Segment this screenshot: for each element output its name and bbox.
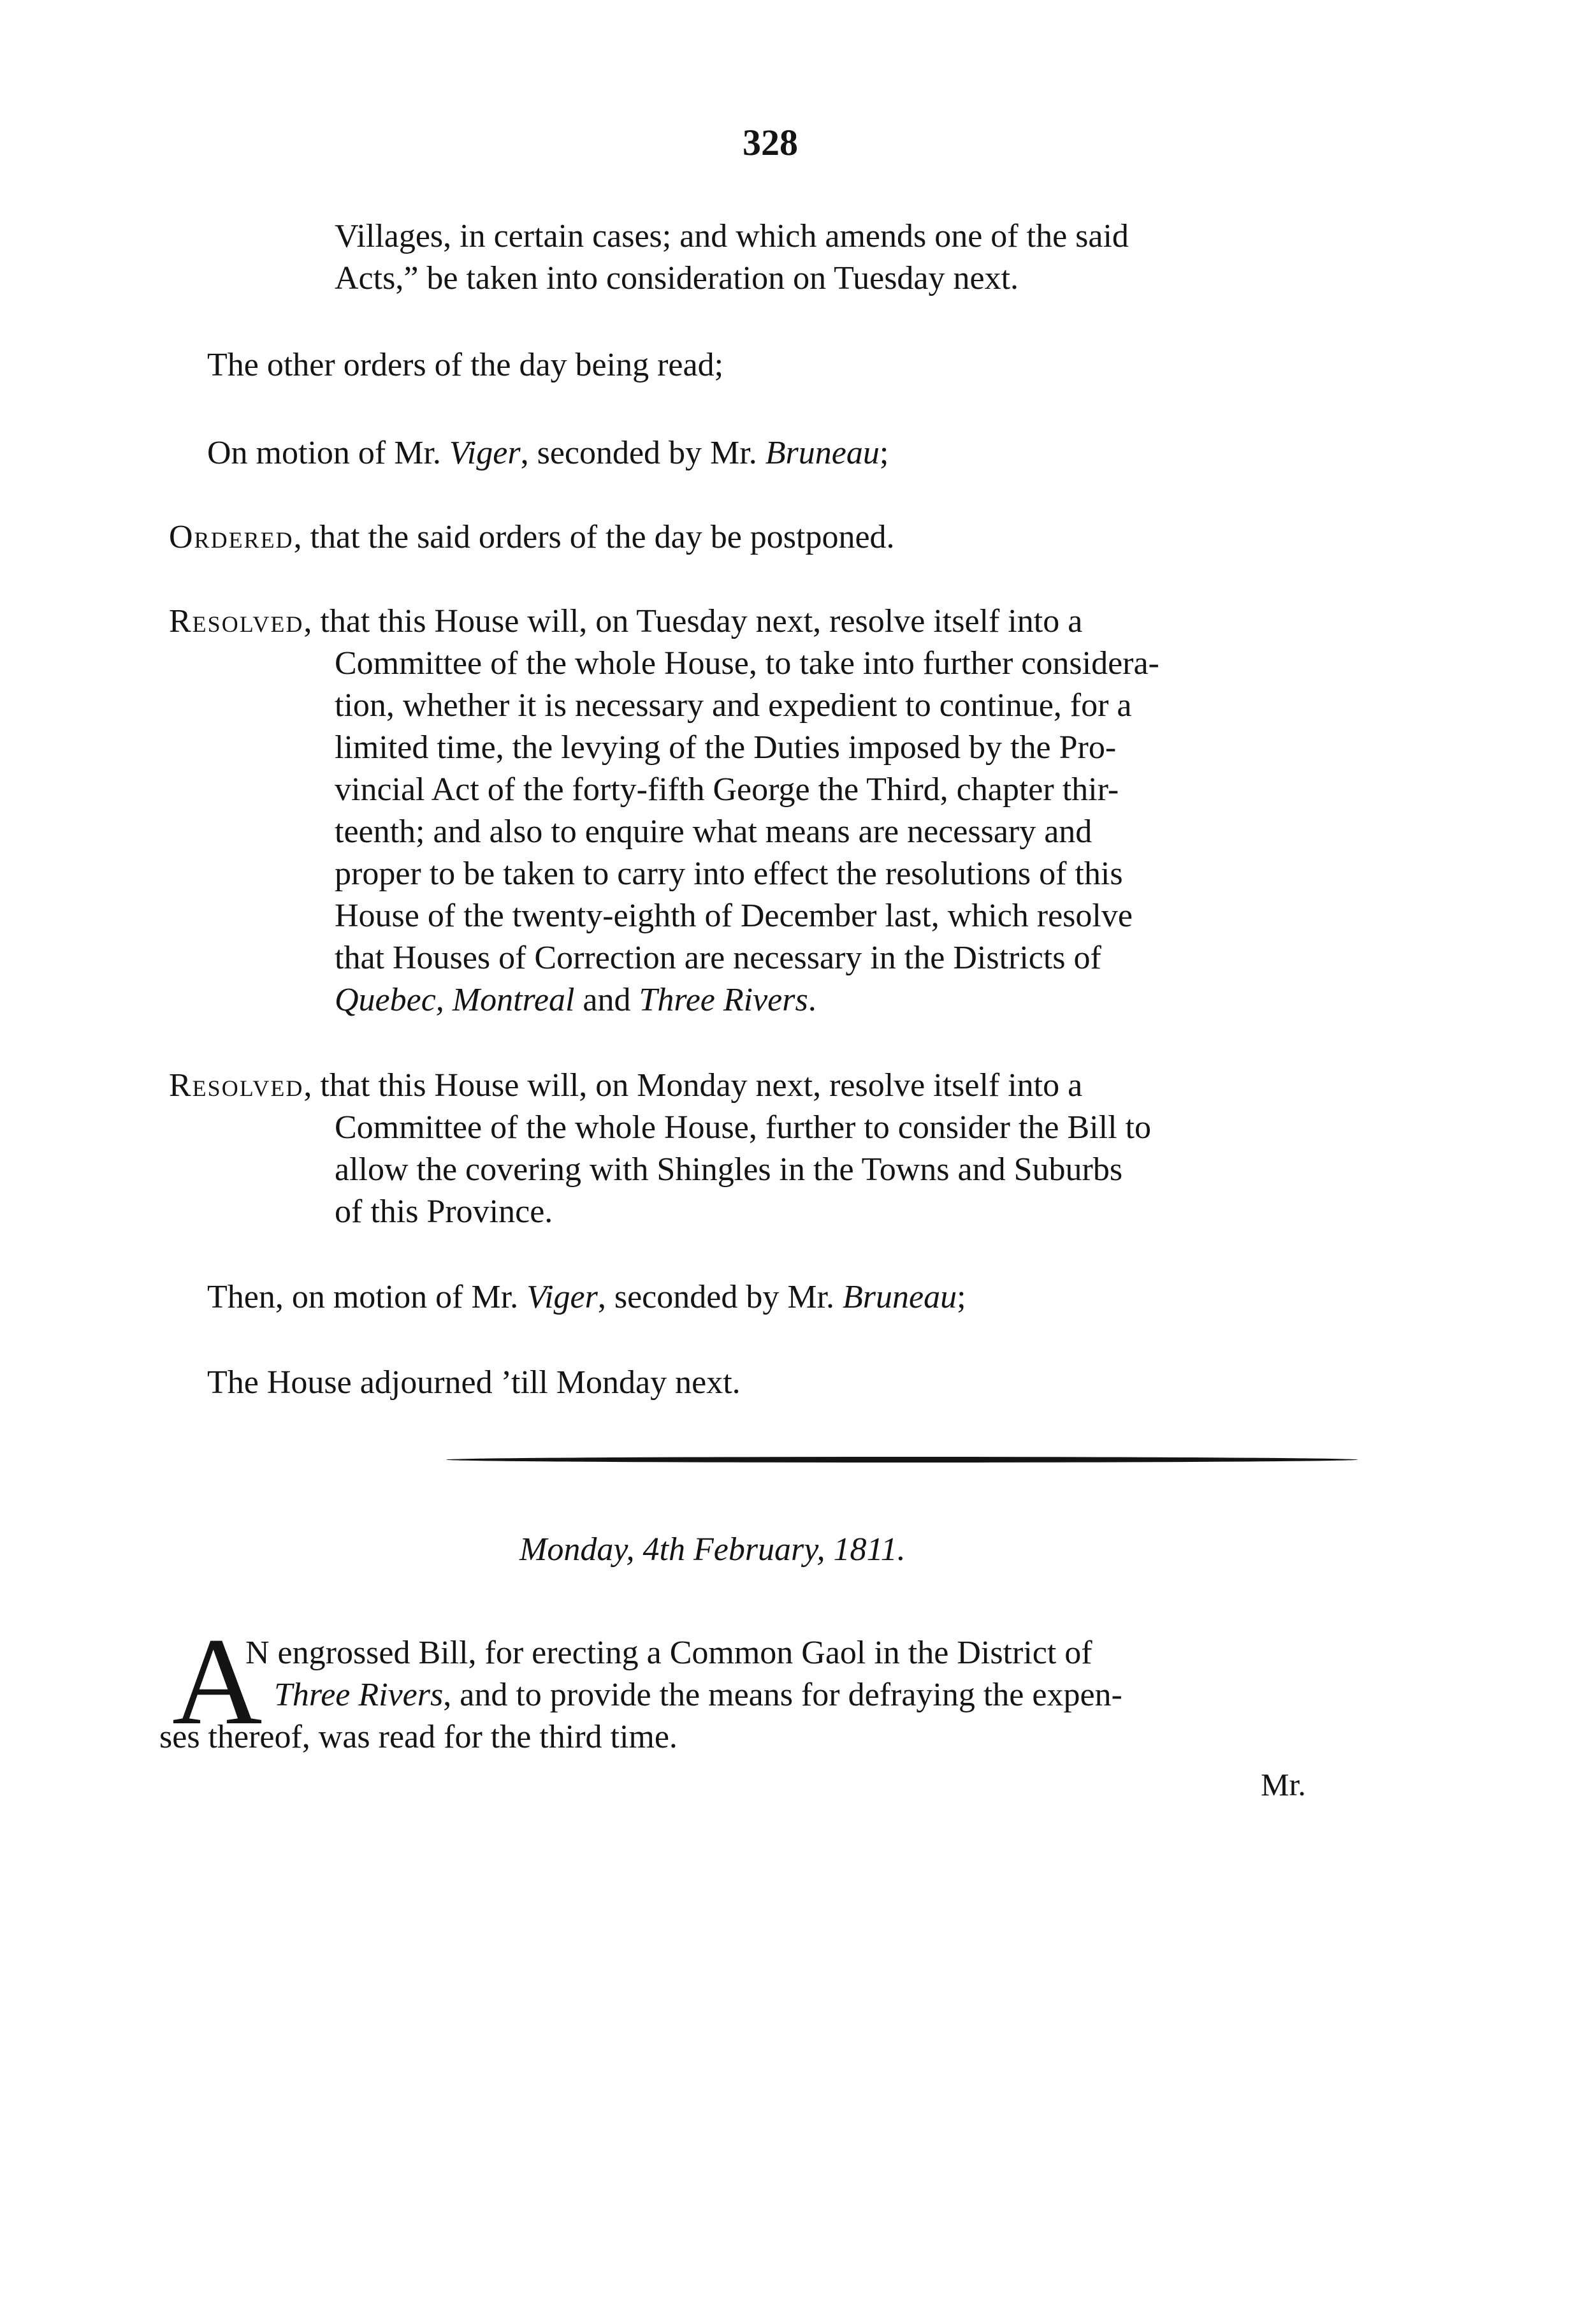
text-line [169,602,1082,641]
smallcaps-text: Resolved [169,1067,304,1104]
text-segment: , seconded by Mr. [597,1279,843,1315]
text-line [245,1633,1092,1673]
text-line [335,854,1123,894]
text-line [335,1150,1122,1190]
text-segment: teenth; and also to enquire what means are necessary and [335,814,1092,850]
text-line [335,938,1101,978]
text-line [207,346,723,385]
section-rule [446,1457,1358,1463]
text-segment: House of the twenty-eighth of December last, which resolve [335,898,1133,934]
text-segment: ses thereof, was read for the third time. [159,1719,678,1755]
text-segment: Villages, in certain cases; and which amends one of the said [335,218,1129,254]
italic-text: Three Rivers [274,1677,444,1713]
text-line [335,1108,1151,1148]
italic-text: Viger [526,1279,598,1315]
text-segment: Committee of the whole House, to take into further considera- [335,645,1159,682]
text-line [335,1192,553,1232]
text-line [335,217,1129,256]
text-segment: , and to provide the means for defraying the expen- [443,1677,1122,1713]
drop-cap: A [172,1612,263,1751]
text-line [335,259,1019,298]
text-line [169,1066,1082,1106]
italic-text: Bruneau [765,435,880,471]
text-segment: allow the covering with Shingles in the Towns and Suburbs [335,1151,1123,1188]
text-line [335,896,1133,936]
text-line [207,434,889,473]
text-segment: . [808,982,816,1018]
text-segment: Acts,” be taken into consideration on Tuesday next. [335,260,1019,296]
text-line [335,812,1092,852]
page-number: 328 [743,122,798,163]
text-segment: proper to be taken to carry into effect the resolutions of this [335,856,1123,892]
italic-text: Quebec, Montreal [335,982,575,1018]
italic-text: Viger [449,435,521,471]
text-segment: limited time, the levying of the Duties imposed by the Pro- [335,729,1117,766]
catchword: Mr. [1261,1767,1306,1802]
text-segment: , seconded by Mr. [520,435,765,471]
text-line [169,518,895,557]
italic-text: Bruneau [843,1279,957,1315]
smallcaps-text: Resolved [169,603,304,639]
text-segment: , that this House will, on Monday next, resolve itself into a [303,1067,1083,1104]
text-line [335,728,1116,768]
text-segment: and [574,982,639,1018]
text-segment: vincial Act of the forty-fifth George the Third, chapter thir- [335,771,1119,808]
text-segment: Committee of the whole House, further to consider the Bill to [335,1109,1151,1146]
text-line [335,644,1159,683]
text-segment: , that the said orders of the day be postponed. [293,519,895,555]
text-segment: that Houses of Correction are necessary in the Districts of [335,940,1101,976]
text-segment: The other orders of the day being read; [207,347,724,383]
text-line [335,686,1132,726]
text-segment: N engrossed Bill, for erecting a Common Gaol in the District of [245,1635,1092,1671]
text-segment: , that this House will, on Tuesday next, resolve itself into a [303,603,1083,639]
text-line [207,1278,966,1317]
date-heading [519,1530,906,1570]
text-line [207,1363,741,1403]
text-segment: ; [879,435,889,471]
text-segment: ; [957,1279,966,1315]
italic-text: Three Rivers [639,982,808,1018]
text-segment: The House adjourned ’till Monday next. [207,1364,741,1401]
text-line [335,981,816,1020]
text-line [159,1718,678,1757]
text-segment: On motion of Mr. [207,435,449,471]
text-line [274,1675,1122,1715]
smallcaps-text: Ordered [169,519,294,555]
text-segment: of this Province. [335,1193,553,1230]
text-segment: Then, on motion of Mr. [207,1279,527,1315]
italic-text: Monday, 4th February, 1811. [519,1531,906,1568]
text-segment: tion, whether it is necessary and expedient to continue, for a [335,687,1132,724]
text-line [335,770,1119,810]
